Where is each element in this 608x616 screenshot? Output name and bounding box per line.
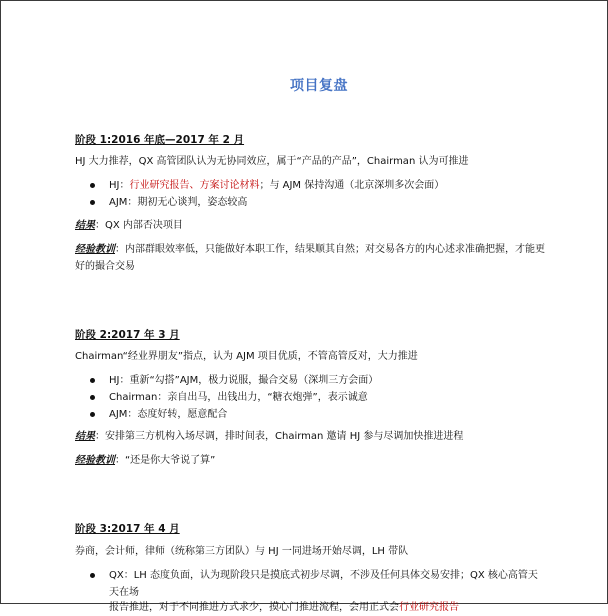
result-label: 结果 xyxy=(75,431,95,442)
stage-2-lesson: 经验教训：“还是你大爷说了算” xyxy=(75,455,216,466)
list-item: HJ：重新“勾搭”AJM，极力说服，撮合交易（深圳三方会面） xyxy=(75,372,545,389)
stage-1-lesson: 经验教训：内部群眼效率低，只能做好本职工作，结果顺其自然；对交易各方的内心述求准确把握，才能更好的撮合交易 xyxy=(75,244,545,272)
stage-1-heading: 阶段 1:2016 年底—2017 年 2 月 xyxy=(75,134,245,146)
stage-3-intro: 券商，会计师，律师（统称第三方团队）与 HJ 一同进场开始尽调，LH 带队 xyxy=(75,546,409,557)
result-label: 结果 xyxy=(75,220,95,231)
lesson-label: 经验教训 xyxy=(75,244,115,255)
stage-3-bullets xyxy=(75,567,545,601)
stage-3-heading: 阶段 3:2017 年 4 月 xyxy=(75,523,180,535)
bullet-icon xyxy=(90,573,95,578)
bullet-icon xyxy=(90,200,95,205)
bullet-icon xyxy=(90,412,95,417)
bullet-icon xyxy=(90,378,95,383)
bullet-icon xyxy=(90,183,95,188)
list-item: AJM：态度好转，愿意配合 xyxy=(75,406,545,423)
stage-3-partial-line: 报告推进，对于不同推进方式求少，摸心门推进流程，会用正式会行业研究报告 xyxy=(109,602,459,613)
stage-2-bullets xyxy=(75,372,545,423)
stage-2-intro: Chairman“经业界朋友”指点，认为 AJM 项目优质，不管高管反对，大力推进 xyxy=(75,351,418,362)
stage-2-heading: 阶段 2:2017 年 3 月 xyxy=(75,329,180,341)
list-item: HJ：行业研究报告、方案讨论材料；与 AJM 保持沟通（北京深圳多次会面） xyxy=(75,177,545,194)
stage-1-bullets xyxy=(75,177,545,211)
stage-1-intro: HJ 大力推荐，QX 高管团队认为无协同效应，属于“产品的产品”，Chairman 认为可推进 xyxy=(75,156,469,167)
page-title: 项目复盘 xyxy=(290,78,348,94)
bullet-icon xyxy=(90,395,95,400)
list-item: Chairman：亲自出马，出钱出力，“糖衣炮弹”，表示诚意 xyxy=(75,389,545,406)
list-item: QX：LH 态度负面，认为现阶段只是摸底式初步尽调，不涉及任何具体交易安排；QX 核心高管天天在场 xyxy=(75,567,545,601)
stage-1-result: 结果：QX 内部否决项目 xyxy=(75,220,183,231)
lesson-label: 经验教训 xyxy=(75,455,115,466)
list-item: AJM：期初无心谈判，姿态较高 xyxy=(75,194,545,211)
stage-2-result: 结果：安排第三方机构入场尽调，排时间表，Chairman 邀请 HJ 参与尽调加快推进进程 xyxy=(75,431,464,442)
